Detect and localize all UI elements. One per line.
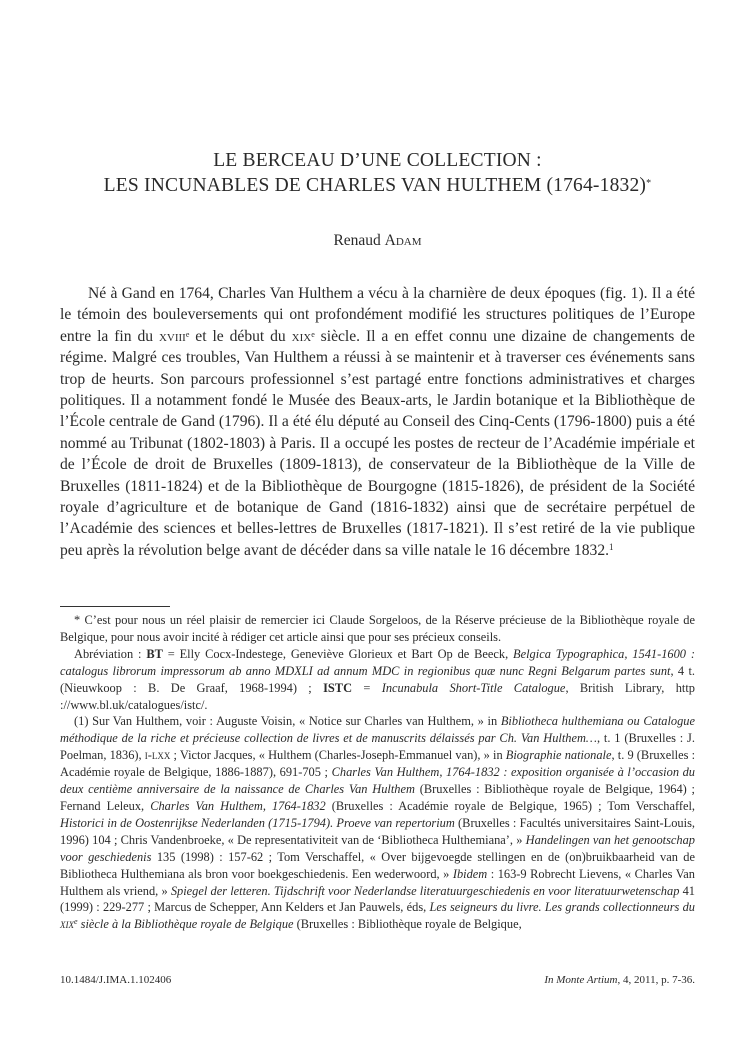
fn1-b: Bibliotheca hulthemiana ou Catalogue méthodique de la riche et précieuse collection de livres et de manuscrits délaissés par Ch. Van Hulthem… bbox=[60, 714, 695, 746]
fn1-m: Handelingen van het genootschap voor geschiedenis bbox=[60, 832, 695, 864]
fn1-j: (Bruxelles : Académie royale de Belgique, 1965) ; Tom Verschaffel, bbox=[325, 798, 696, 813]
century-18: xviii bbox=[158, 327, 186, 345]
body-text-1: Né à Gand en 1764, Charles Van Hulthem a vécu à la charnière de deux époques (fig. 1). Il a été le témoin des bouleversements qui ont profondément modifié les structures politiques de l’Europe entre la fin du bbox=[60, 285, 695, 345]
body-paragraph bbox=[60, 283, 695, 561]
title-line-2-text: LES INCUNABLES DE CHARLES VAN HULTHEM (1764-1832) bbox=[103, 175, 647, 196]
fn1-p: : 163-9 Robrecht Lievens, « Charles Van Hulthem als vriend, » bbox=[60, 866, 695, 898]
abbr-bt: BT bbox=[146, 646, 163, 661]
fn1-v: (Bruxelles : Bibliothèque royale de Belgique, bbox=[293, 917, 522, 932]
abbreviations-note bbox=[60, 646, 695, 714]
doi[interactable]: 10.1484/J.IMA.1.102406 bbox=[60, 974, 172, 986]
fn1-c: , t. 1 (Bruxelles : J. Poelman, 1836), bbox=[60, 731, 695, 763]
fn1-h: (Bruxelles : Bibliothèque royale de Belgique, 1964) ; Fernand Leleux, bbox=[60, 782, 695, 813]
article-title bbox=[60, 148, 695, 198]
fn1-g: Charles Van Hulthem, 1764-1832 : exposition organisée à l’occasion du deux centième anniversaire de la naissance de Charles Van Hulthem bbox=[60, 765, 696, 797]
title-line-2 bbox=[60, 173, 695, 198]
abbr-istc: ISTC bbox=[323, 680, 353, 695]
body-text-2: et le début du bbox=[189, 327, 292, 345]
abbr-istc-title: Incunabula Short-Title Catalogue bbox=[381, 680, 566, 695]
journal-citation bbox=[544, 974, 695, 986]
fn1-d: ; Victor Jacques, « Hulthem (Charles-Joseph-Emmanuel van), » in bbox=[170, 748, 506, 763]
journal-name: In Monte Artium bbox=[544, 974, 618, 986]
fn1-r: 41 (1999) : 229-277 ; Marcus de Schepper, Ann Kelders et Jan Pauwels, éds, bbox=[60, 883, 695, 915]
fn1-f: , t. 9 (Bruxelles : Académie royale de Belgique, 1886-1887), 691-705 ; bbox=[60, 748, 696, 780]
fn1-u: siècle à la Bibliothèque royale de Belgique bbox=[77, 917, 294, 932]
fn1-o: Ibidem bbox=[452, 866, 488, 881]
footnote-ref-1[interactable]: 1 bbox=[609, 541, 614, 552]
abbr-bt-text: = Elly Cocx-Indestege, Geneviève Glorieux et Bart Op de Beeck, bbox=[162, 646, 514, 661]
abbr-istc-eq: = bbox=[352, 680, 382, 695]
fn1-roman: i-lxx bbox=[144, 748, 171, 763]
body-text-3: siècle. Il a en effet connu une dizaine de changements de régime. Malgré ces troubles, Van Hulthem a réussi à se maintenir et à traverser ces événements sans trop de heurts. Son parcours professionnel s’est partagé entre fonctions administratives et charges politiques. Il a notamment fondé le Musée des Beaux-arts, le Jardin botanique et la Bibliothèque de l’École centrale de Gand (1796). Il a été élu député au Conseil des Cinq-Cents (1796-1800) puis a été nommé au Tribunat (1802-1803) à Paris. Il a occupé les postes de recteur de l’Académie impériale et de l’École de droit de Bruxelles (1809-1813), de conservateur de la Bibliothèque de la Ville de Bruxelles (1811-1824) et de la Bibliothèque de Bourgogne (1815-1826), de président de la Société royale d’agriculture et de botanique de Gand (1816-1832) ainsi que de secrétaire perpétuel de l’Académie des sciences et belles-lettres de Bruxelles (1817-1821). Il s’est retiré de la vie publique peu après la révolution belge avant de décéder dans sa ville natale le 16 décembre 1832. bbox=[60, 327, 695, 559]
abbr-bt-pub: , 4 t. (Nieuwkoop : B. De Graaf, 1968-1994) ; bbox=[60, 663, 695, 695]
fn1-e: Biographie nationale bbox=[505, 748, 612, 763]
fn1-a: (1) Sur Van Hulthem, voir : Auguste Voisin, « Notice sur Charles van Hulthem, » in bbox=[74, 714, 501, 729]
author bbox=[60, 231, 695, 251]
fn1-s: Les seigneurs du livre. Les grands collectionneurs du bbox=[429, 900, 696, 915]
footnotes bbox=[60, 612, 695, 933]
fn1-n: 135 (1998) : 157-62 ; Tom Verschaffel, « Over bijgevoegde stellingen en de (on)bruikbaarheid van de Bibliotheca Hulthemiana als bron voor boekgeschiedenis. Een wederwoord, » bbox=[60, 849, 695, 881]
century-18-sup: e bbox=[185, 329, 190, 339]
abbr-intro: Abréviation : bbox=[74, 646, 147, 661]
author-first-name: Renaud bbox=[333, 232, 381, 249]
title-line-1: LE BERCEAU D’UNE COLLECTION : bbox=[213, 150, 542, 171]
fn1-tsup: e bbox=[74, 917, 78, 927]
fn1-l: (Bruxelles : Facultés universitaires Saint-Louis, 1996) 104 ; Chris Vandenbroeke, « De representativiteit van de ‘Bibliotheca Hulthemiana’, » bbox=[60, 815, 695, 847]
footnote-1 bbox=[60, 713, 695, 933]
fn1-t: xix bbox=[60, 917, 74, 932]
journal-volume-pages: , 4, 2011, p. 7-36. bbox=[617, 974, 695, 986]
fn1-i: Charles Van Hulthem, 1764-1832 bbox=[150, 798, 326, 813]
footnote-star: * C’est pour nous un réel plaisir de remercier ici Claude Sorgeloos, de la Réserve précieuse de la Bibliothèque royale de Belgique, pour nous avoir incité à rédiger cet article ainsi que pour ses précieux conseils. bbox=[60, 613, 695, 644]
fn1-q: Spiegel der letteren. Tijdschrift voor Nederlandse literatuurgeschiedenis en voor literatuurwetenschap bbox=[170, 883, 680, 898]
fn1-k: Historici in de Oostenrijkse Nederlanden (1715-1794). Proeve van repertorium bbox=[60, 815, 455, 830]
century-19: xix bbox=[291, 327, 312, 345]
abbr-bt-title: Belgica Typographica, 1541-1600 : catalogus librorum impressorum ab anno MDXLI ad annum MDC in regionibus quæ nunc Regni Belgarum partes sunt bbox=[60, 646, 695, 678]
century-19-sup: e bbox=[311, 329, 315, 339]
footnote-divider bbox=[60, 606, 170, 607]
title-footnote-marker[interactable]: * bbox=[646, 178, 652, 189]
abbr-istc-pub[interactable]: , British Library, http ://www.bl.uk/catalogues/istc/. bbox=[60, 680, 695, 712]
author-last-name: Adam bbox=[384, 232, 422, 249]
